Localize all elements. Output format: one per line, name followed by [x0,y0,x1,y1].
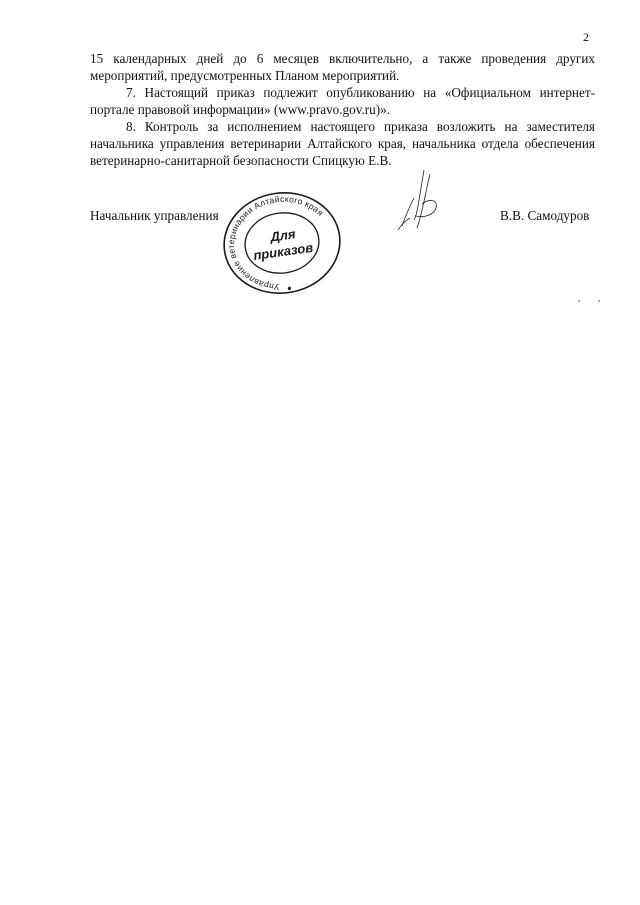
stamp-star [288,287,292,291]
scan-speck [578,300,580,302]
stamp-center-line1: Для [269,226,297,245]
paragraph-7: 7. Настоящий приказ подлежит опубликованию на «Официальном интернет-портале правовой информации» (www.pravo.gov.ru)». [90,85,595,117]
signatory-title: Начальник управления [90,208,219,223]
signatory-name: В.В. Самодуров [500,208,590,223]
page-number: 2 [583,30,589,44]
stamp [217,188,347,298]
handwritten-signature [392,168,442,234]
paragraph-continuation: 15 календарных дней до 6 месяцев включительно, а также проведения других мероприятий, предусмотренных Планом мероприятий. [90,51,595,83]
scan-speck [598,300,600,302]
paragraph-8: 8. Контроль за исполнением настоящего приказа возложить на заместителя начальника управления ветеринарии Алтайского края, начальника отдела обеспечения ветеринарно-санитарной безопасности Спицкую Е.В. [90,119,595,168]
stamp-ring-text: Управление ветеринарии Алтайского края [226,193,326,293]
stamp-center-line2: приказов [252,239,314,264]
